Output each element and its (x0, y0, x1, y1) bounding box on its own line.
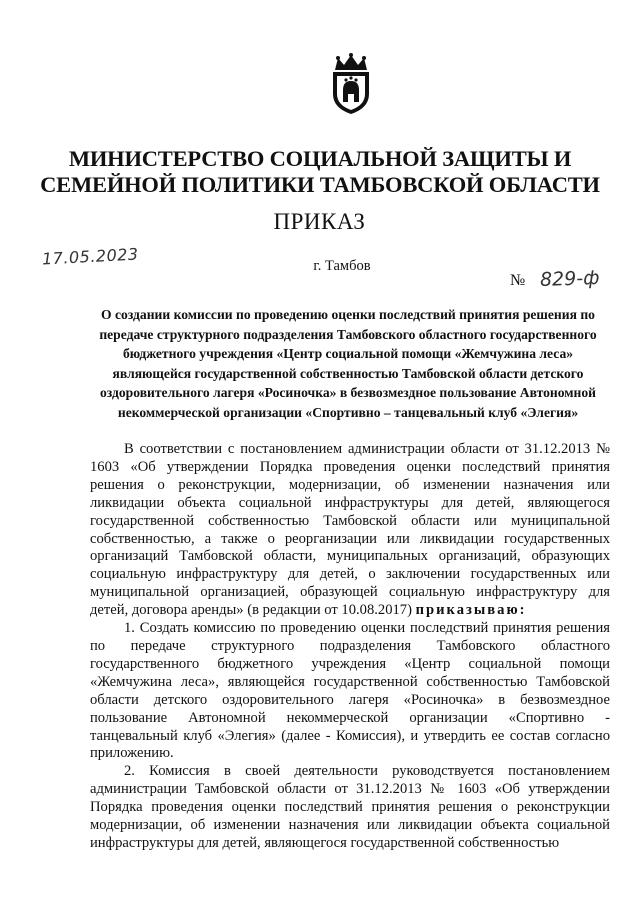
order-keyword: приказываю: (415, 602, 527, 619)
ministry-line-1: МИНИСТЕРСТВО СОЦИАЛЬНОЙ ЗАЩИТЫ И (68, 146, 572, 171)
document-type: ПРИКАЗ (273, 209, 366, 234)
handwritten-date: 17.05.2023 (41, 244, 140, 269)
ministry-line-2: СЕМЕЙНОЙ ПОЛИТИКИ ТАМБОВСКОЙ ОБЛАСТИ (40, 172, 600, 197)
ministry-name (20, 146, 620, 198)
order-title: О создании комиссии по проведению оценки последствий принятия решения по передаче структурного подразделения Тамбовского областного государственного бюджетного учреждения «Центр социальной помощи «Жемчужина леса» являющейся государственной собственностью Тамбовской области детского оздоровительного лагеря «Росиночка» в безвозмездное пользование Автономной некоммерческой организации «Спортивно – танцевальный клуб «Элегия» (99, 307, 597, 420)
order-body (90, 441, 610, 853)
preamble-text: В соответствии с постановлением администрации области от 31.12.2013 № 1603 «Об утверждении Порядка проведения оценки последствий принятия решения о реконструкции, модернизации, об изменении назначения или ликвидации объекта социальной инфраструктуры для детей, являющегося государственной собственностью Тамбовской области или муниципальной собственностью, а также о реорганизации или ликвидации государственных организаций Тамбовской области, муниципальных организаций, образующих социальную инфраструктуру для детей, о заключении государственных или муниципальной организацией, образующей социальную инфраструктуру для детей, договора аренды» (в редакции от 10.08.2017) (90, 441, 610, 619)
paragraph-preamble (90, 441, 610, 620)
number-label: № (510, 272, 526, 289)
paragraph-item-1: 1. Создать комиссию по проведению оценки последствий принятия решения по передаче структурного подразделения Тамбовского областного государственного бюджетного учреждения «Центр социальной помощи «Жемчужина леса», являющейся государственной собственностью Тамбовской области детского оздоровительного лагеря «Росиночка» в безвозмездное пользование Автономной некоммерческой организации «Спортивно - танцевальный клуб «Элегия» (далее - Комиссия), и утвердить ее состав согласно приложению. (90, 620, 610, 762)
city: г. Тамбов (313, 258, 371, 274)
handwritten-number: 829-ф (539, 266, 600, 292)
paragraph-item-2: 2. Комиссия в своей деятельности руководствуется постановлением администрации Тамбовской области от 31.12.2013 № 1603 «Об утверждении Порядка проведения оценки последствий принятия решения о реконструкции модернизации, об изменении назначения или ликвидации объекта социальной инфраструктуры для детей, являющегося государственной собственностью (90, 763, 610, 851)
coat-of-arms-emblem (326, 52, 376, 116)
